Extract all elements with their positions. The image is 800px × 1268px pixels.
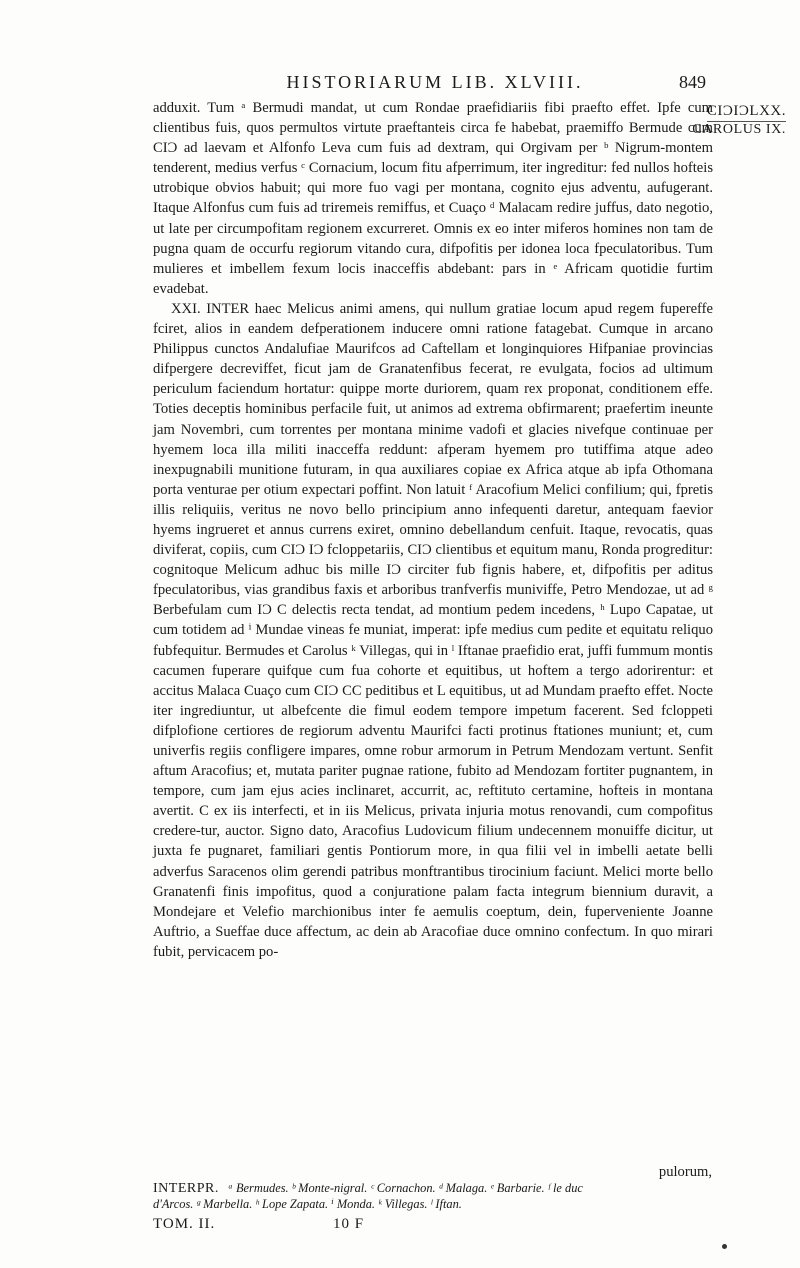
notes-label: INTERPR. bbox=[153, 1181, 219, 1196]
notes-text-1: ᵃ Bermudes. ᵇ Monte-nigral. ᶜ Cornachon. ᵈ Malaga. ᵉ Barbarie. ᶠ le duc bbox=[227, 1181, 583, 1195]
paragraph-2: XXI. INTER haec Melicus animi amens, qui nullum gratiae locum apud regem fupereffe fciret, alios in eandem defperationem inducere omni ratione fatagebat. Cumque in arcano Philippus cunctos Andalufiae Maurifcos ad Caftellam et longinquiores Hifpaniae provincias difpergere decreviffet, ficut jam de Granatenfibus fecerat, re evulgata, focios ad ultimum periculum faciendum hortatur: quippe morte duriorem, quam rex proponat, conditionem effe. Toties deceptis hominibus perfacile fuit, ut animos ad extrema obfirmarent; praefertim ineunte jam Novembri, cum torrentes per montana minime vadofi et glacies nivefque continuae per hyemem loca illa militi inacceffa reddunt: afperam hyemem pro tutiffima atque adeo inexpugnabili munitione futuram, in qua auxiliares copiae ex Africa atque ab ipfa Othomana porta venturae per otium expectari poffint. Non latuit ᶠ Aracofium Melici confilium; qui, fpretis illis reliquiis, veritus ne novo bello principium anno infequenti daretur, antequam faevior hyems ingrueret et annus currens exiret, omnino debellandum cenfuit. Itaque, revocatis, quas diviferat, copiis, cum CIƆ IƆ fcloppetariis, CIƆ clientibus et equitum manu, Ronda progreditur: cognitoque Melicum adhuc bis mille IƆ circiter fub fignis habere, et, difpofitis per aditus fpeculatoribus, vias grandibus faxis et arboribus tranfverfis muniviffe, Petro Mendozae, ut ad ᵍ Berbefulam cum IƆ C delectis recta tendat, ad montium pedem incedens, ʰ Lupo Capatae, ut cum totidem ad ⁱ Mundae vineas fe muniat, imperat: ipfe medius cum pedite et equitatu reliquo fubfequitur. Bermudes et Carolus ᵏ Villegas, qui in ˡ Iftanae praefidio erat, juffi fummum montis cacumen fuperare quifque cum fua cohorte et equitibus, ut hoftem a tergo adorirentur: et accitus Malaca Cuaço cum CIƆ CC peditibus et L equitibus, ut ad Mundam praefto effet. Nocte iter ingrediuntur, ut albefcente die fimul eodem tempore impetum facerent. Sed fcloppeti difplofione certiores de regiorum adventu Maurifci facti protinus ftationes muniunt; et, cum univerfis regiis confligere impares, omne robur armorum in Petrum Mendozam vertunt. Senfit aftum Aracofius; et, mutata pariter pugnae ratione, fubito ad Mendozam fortiter pugnantem, in tempore, cum jam ejus acies inclinaret, accurrit, ac, reftituto certamine, hofteis in montana avertit. C ex iis interfecti, et in iis Melicus, privata injuria motus renovandi, cum compofitus credere-tur, auctor. Signo dato, Aracofius Ludovicum filium undecennem monuiffe dicitur, ut juxta fe pugnaret, familiari gentis Pontiorum more, in qua filii vel in imbelli aetate belli adverfus Saracenos olim gerendi patribus monftrantibus tirocinium faciunt. Melici morte bello Granatenfi finis impofitus, quod a conjuratione palam facta integrum biennium duravit, a Mondejare et Velefio marchionibus inter fe aemulis coeptum, dein, fuperveniente Joanne Auftrio, a Sueffae duce affectum, ac dein ab Aracofiae duce omnino confectum. In quo mirari fubit, pervicacem po- bbox=[153, 300, 713, 960]
catchword: pulorum, bbox=[658, 1164, 712, 1180]
page-number: 849 bbox=[679, 72, 706, 92]
margin-year-note: CIƆIƆLXX. bbox=[707, 103, 786, 122]
page-footer bbox=[153, 1216, 573, 1233]
volume-label: TOM. II. bbox=[153, 1216, 216, 1232]
main-text bbox=[153, 98, 713, 962]
paragraph-1: adduxit. Tum ᵃ Bermudi mandat, ut cum Rondae praefidiariis fibi praefto effet. Ipfe cum clientibus fuis, quos permultos virtute praeftanteis circa fe habebat, praemiffo Bermude cum CIƆ ad laevam et Alfonfo Leva cum fuis ad dextram, qui Orgivam per ᵇ Nigrum-montem tenderent, medius verfus ᶜ Cornacium, locum fitu afperrimum, iter ingreditur: fed nullos hofteis utrobique obvios habuit; qui more fuo vagi per montana, cognito ejus adventu, aufugerant. Itaque Alfonfus cum fuis ad triremeis remiffus, et Cuaço ᵈ Malacam redire juffus, dato negotio, ut late per circumpofitam regionem excurreret. Omnis ex eo inter miferos homines non tam de pugna quam de occurfu regiorum vitando cura, difpofitis per idonea loca fpeculatoribus. Tum mulieres et imbellem fexum locis inacceffis abdebant: pars in ᵉ Africam quotidie furtim evadebat. bbox=[153, 100, 713, 297]
notes-line-2: d'Arcos. ᵍ Marbella. ʰ Lope Zapata. ⁱ Monda. ᵏ Villegas. ˡ Iftan. bbox=[153, 1196, 462, 1211]
running-head: HISTORIARUM LIB. XLVIII. bbox=[286, 72, 584, 92]
ink-blot bbox=[722, 1244, 727, 1249]
notes-line-1 bbox=[153, 1181, 718, 1197]
signature-mark: 10 F bbox=[333, 1216, 365, 1232]
interpretation-notes bbox=[153, 1181, 718, 1212]
margin-king-note: CAROLUS IX. bbox=[692, 122, 786, 137]
